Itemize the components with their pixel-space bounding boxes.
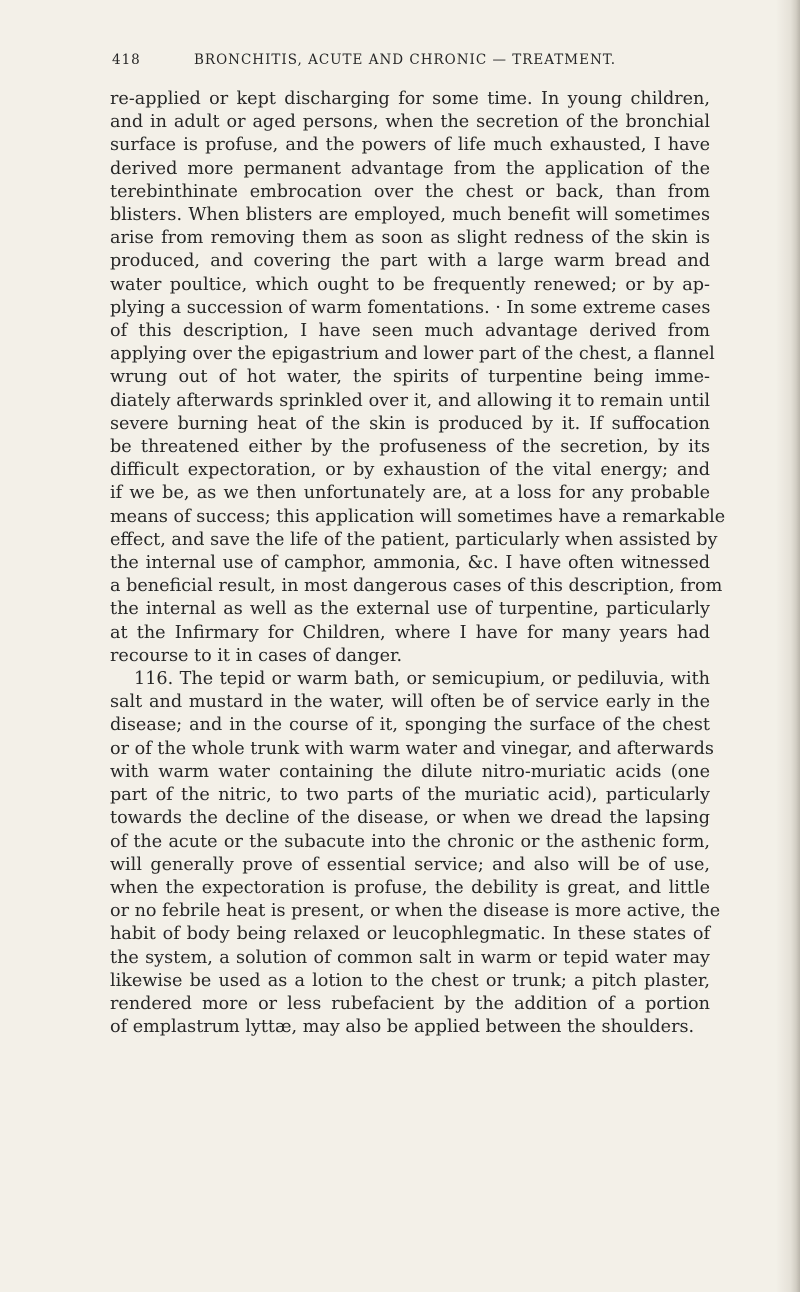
text-line: or no febrile heat is present, or when the disease is more active, the bbox=[110, 901, 721, 922]
text-line: a beneficial result, in most dangerous cases of this description, from bbox=[110, 576, 723, 597]
body-text bbox=[110, 88, 726, 1039]
text-line: of the acute or the subacute into the chronic or the asthenic form, bbox=[110, 831, 710, 852]
text-line: rendered more or less rubefacient by the addition of a portion bbox=[110, 993, 710, 1014]
text-line: surface is profuse, and the powers of life much exhausted, I have bbox=[110, 135, 710, 156]
running-head bbox=[112, 52, 702, 72]
text-line: difficult expectoration, or by exhaustion of the vital energy; and bbox=[110, 460, 710, 481]
text-line: or of the whole trunk with warm water and vinegar, and afterwards bbox=[110, 738, 714, 759]
text-line: terebinthinate embrocation over the chest or back, than from bbox=[110, 181, 710, 202]
paragraph-end-line: recourse to it in cases of danger. bbox=[110, 645, 403, 666]
text-line: diately afterwards sprinkled over it, and allowing it to remain until bbox=[110, 390, 710, 411]
text-line: habit of body being relaxed or leucophlegmatic. In these states of bbox=[110, 924, 710, 945]
text-line: will generally prove of essential service; and also will be of use, bbox=[110, 854, 710, 875]
text-line: the system, a solution of common salt in warm or tepid water may bbox=[110, 947, 710, 968]
text-line: arise from removing them as soon as slight redness of the skin is bbox=[110, 228, 710, 249]
text-line: means of success; this application will sometimes have a remarkable bbox=[110, 506, 726, 527]
text-line: produced, and covering the part with a large warm bread and bbox=[110, 251, 710, 272]
text-line: part of the nitric, to two parts of the muriatic acid), particularly bbox=[110, 785, 710, 806]
section-116-start: 116. The tepid or warm bath, or semicupium, or pediluvia, with bbox=[134, 669, 710, 690]
text-line: severe burning heat of the skin is produced by it. If suffocation bbox=[110, 413, 710, 434]
text-line: re-applied or kept discharging for some time. In young children, bbox=[110, 89, 710, 109]
text-line: be threatened either by the profuseness of the secretion, by its bbox=[110, 437, 710, 458]
text-line: towards the decline of the disease, or when we dread the lapsing bbox=[110, 808, 710, 829]
text-line: at the Infirmary for Children, where I have for many years had bbox=[110, 622, 710, 643]
text-line: if we be, as we then unfortunately are, at a loss for any probable bbox=[110, 483, 710, 504]
page-edge bbox=[790, 0, 800, 1292]
text-line: wrung out of hot water, the spirits of turpentine being imme- bbox=[110, 367, 710, 388]
text-line: the internal as well as the external use of turpentine, particularly bbox=[110, 599, 710, 620]
text-line: plying a succession of warm fomentations. · In some extreme cases bbox=[110, 297, 711, 318]
text-line: of this description, I have seen much advantage derived from bbox=[110, 321, 710, 342]
text-line: disease; and in the course of it, sponging the surface of the chest bbox=[110, 715, 710, 736]
text-line: with warm water containing the dilute nitro-muriatic acids (one bbox=[110, 761, 710, 782]
paragraph-end-line: of emplastrum lyttæ, may also be applied between the shoulders. bbox=[110, 1017, 695, 1038]
text-line: salt and mustard in the water, will often be of service early in the bbox=[110, 692, 710, 713]
text-line: effect, and save the life of the patient, particularly when assisted by bbox=[110, 529, 718, 550]
running-title: BRONCHITIS, ACUTE AND CHRONIC — TREATMENT. bbox=[194, 52, 617, 68]
text-line: and in adult or aged persons, when the secretion of the bronchial bbox=[110, 112, 710, 133]
text-line: applying over the epigastrium and lower part of the chest, a flannel bbox=[110, 344, 715, 365]
page-number: 418 bbox=[112, 52, 141, 68]
text-line: the internal use of camphor, ammonia, &c. I have often witnessed bbox=[110, 553, 710, 574]
text-line: likewise be used as a lotion to the chest or trunk; a pitch plaster, bbox=[110, 970, 710, 991]
text-line: blisters. When blisters are employed, much benefit will sometimes bbox=[110, 205, 710, 226]
text-line: water poultice, which ought to be frequently renewed; or by ap- bbox=[110, 274, 710, 295]
text-line: derived more permanent advantage from the application of the bbox=[110, 158, 710, 179]
text-line: when the expectoration is profuse, the debility is great, and little bbox=[110, 877, 710, 898]
page-fold-shadow bbox=[776, 0, 790, 1292]
